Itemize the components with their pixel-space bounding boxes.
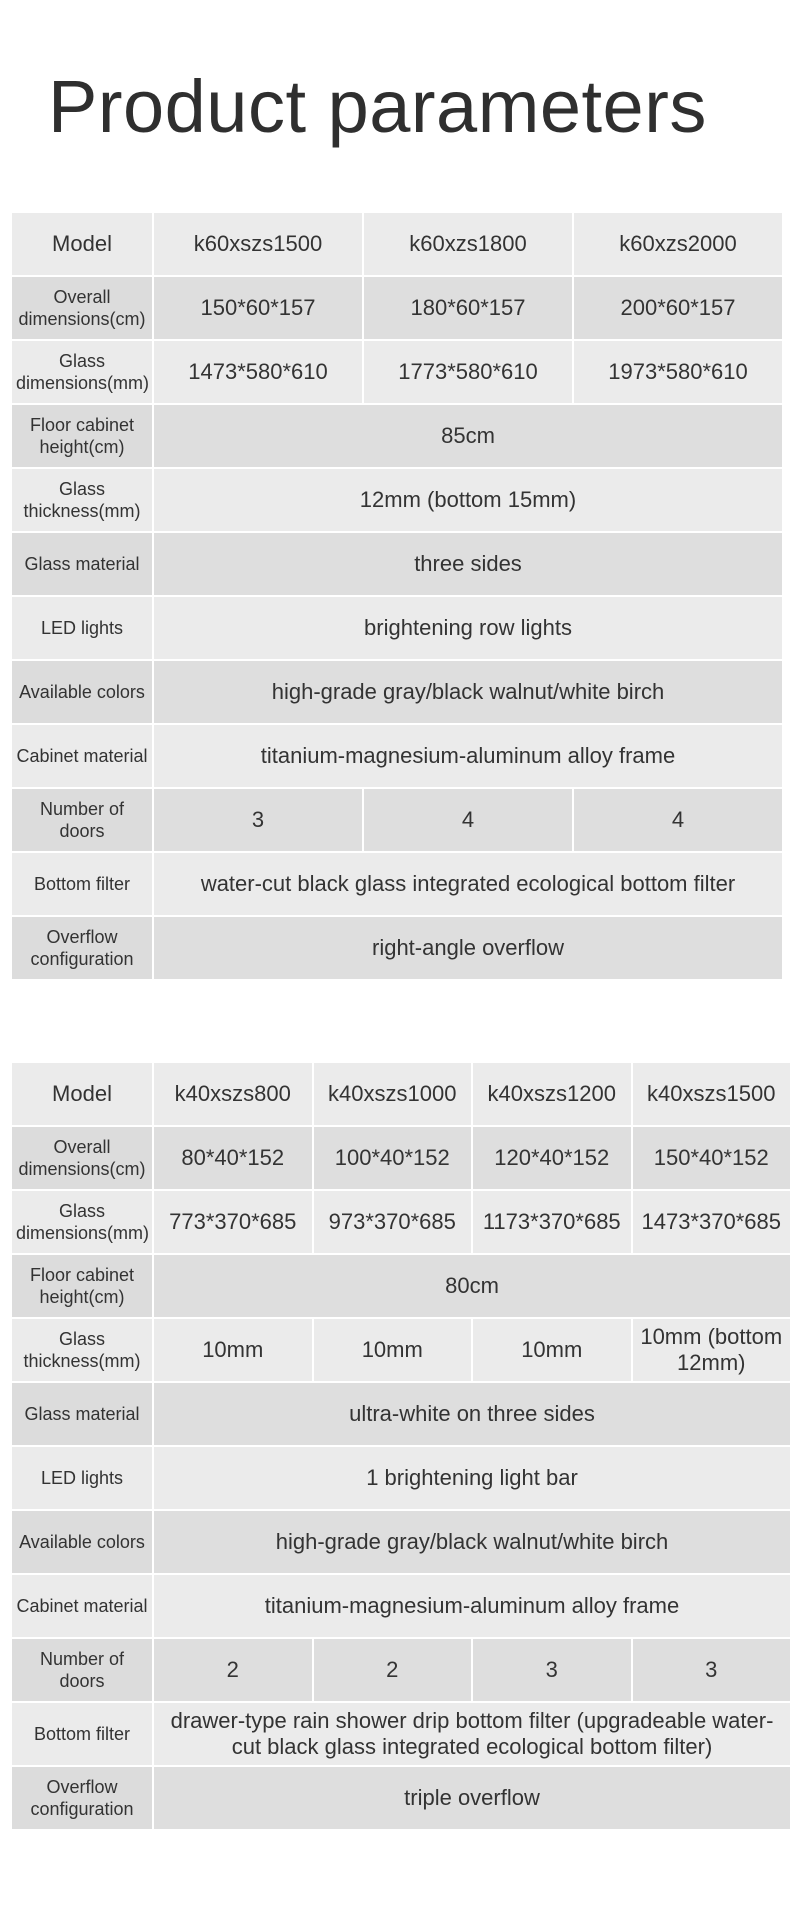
table-cell: 1773*580*610: [364, 341, 572, 403]
row-label: Model: [12, 213, 152, 275]
table-cell: 120*40*152: [473, 1127, 631, 1189]
row-label: LED lights: [12, 1447, 152, 1509]
table-row-available-colors: [12, 1511, 790, 1573]
table-cell: titanium-magnesium-aluminum alloy frame: [154, 725, 782, 787]
row-label: Available colors: [12, 661, 152, 723]
table-cell: k60xszs1500: [154, 213, 362, 275]
table-row-bottom-filter: [12, 1703, 790, 1765]
row-label: LED lights: [12, 597, 152, 659]
table-cell: 3: [154, 789, 362, 851]
table-row-bottom-filter: [12, 853, 782, 915]
spec-table-k60: [10, 211, 784, 981]
table-cell: 973*370*685: [314, 1191, 472, 1253]
row-label: Overall dimensions(cm): [12, 1127, 152, 1189]
table-cell: 1473*370*685: [633, 1191, 790, 1253]
table-cell: 773*370*685: [154, 1191, 312, 1253]
table-cell: 200*60*157: [574, 277, 782, 339]
row-label: Glass thickness(mm): [12, 1319, 152, 1381]
table-row-number-of-doors: [12, 1639, 790, 1701]
table-row-led-lights: [12, 597, 782, 659]
table-row-overflow-configuration: [12, 917, 782, 979]
table-row-glass-dimensions: [12, 1191, 790, 1253]
row-label: Overall dimensions(cm): [12, 277, 152, 339]
table-cell: high-grade gray/black walnut/white birch: [154, 1511, 790, 1573]
table-row-glass-dimensions: [12, 341, 782, 403]
table-cell: 10mm (bottom 12mm): [633, 1319, 790, 1381]
table-cell: ultra-white on three sides: [154, 1383, 790, 1445]
row-label: Bottom filter: [12, 853, 152, 915]
table-cell: 2: [154, 1639, 312, 1701]
row-label: Bottom filter: [12, 1703, 152, 1765]
table-cell: k40xszs1200: [473, 1063, 631, 1125]
table-cell: 3: [473, 1639, 631, 1701]
table-row-cabinet-material: [12, 1575, 790, 1637]
table-cell: 4: [364, 789, 572, 851]
table-cell: k60xzs1800: [364, 213, 572, 275]
table-cell: k40xszs1000: [314, 1063, 472, 1125]
row-label: Available colors: [12, 1511, 152, 1573]
table-cell: 80cm: [154, 1255, 790, 1317]
table-cell: 100*40*152: [314, 1127, 472, 1189]
row-label: Glass material: [12, 1383, 152, 1445]
table-row-glass-thickness: [12, 1319, 790, 1381]
row-label: Glass dimensions(mm): [12, 1191, 152, 1253]
row-label: Glass thickness(mm): [12, 469, 152, 531]
table-row-glass-material: [12, 1383, 790, 1445]
table-cell: 80*40*152: [154, 1127, 312, 1189]
row-label: Glass material: [12, 533, 152, 595]
row-label: Model: [12, 1063, 152, 1125]
spec-table-k40: [10, 1061, 790, 1831]
table-cell: three sides: [154, 533, 782, 595]
row-label: Cabinet material: [12, 1575, 152, 1637]
table-cell: water-cut black glass integrated ecological bottom filter: [154, 853, 782, 915]
table-row-model: [12, 1063, 790, 1125]
table-row-overflow-configuration: [12, 1767, 790, 1829]
table-row-led-lights: [12, 1447, 790, 1509]
table-row-glass-thickness: [12, 469, 782, 531]
table-row-floor-cabinet-height: [12, 405, 782, 467]
table-cell: 2: [314, 1639, 472, 1701]
table-row-available-colors: [12, 661, 782, 723]
table-cell: 150*40*152: [633, 1127, 790, 1189]
table-cell: 12mm (bottom 15mm): [154, 469, 782, 531]
table-cell: high-grade gray/black walnut/white birch: [154, 661, 782, 723]
table-cell: 1 brightening light bar: [154, 1447, 790, 1509]
row-label: Number of doors: [12, 1639, 152, 1701]
table-cell: brightening row lights: [154, 597, 782, 659]
row-label: Number of doors: [12, 789, 152, 851]
row-label: Floor cabinet height(cm): [12, 405, 152, 467]
table-cell: drawer-type rain shower drip bottom filter (upgradeable water-cut black glass integrated ecological bottom filter): [154, 1703, 790, 1765]
table-row-overall-dimensions: [12, 1127, 790, 1189]
table-cell: k40xszs800: [154, 1063, 312, 1125]
table-cell: right-angle overflow: [154, 917, 782, 979]
table-cell: 85cm: [154, 405, 782, 467]
table-cell: 10mm: [473, 1319, 631, 1381]
table-row-number-of-doors: [12, 789, 782, 851]
row-label: Floor cabinet height(cm): [12, 1255, 152, 1317]
table-cell: 3: [633, 1639, 790, 1701]
table-cell: k60xzs2000: [574, 213, 782, 275]
table-cell: k40xszs1500: [633, 1063, 790, 1125]
row-label: Overflow configuration: [12, 917, 152, 979]
table-row-overall-dimensions: [12, 277, 782, 339]
table-cell: 1173*370*685: [473, 1191, 631, 1253]
table-cell: 150*60*157: [154, 277, 362, 339]
table-row-cabinet-material: [12, 725, 782, 787]
table-cell: 10mm: [154, 1319, 312, 1381]
table-cell: triple overflow: [154, 1767, 790, 1829]
page-title: Product parameters: [48, 65, 707, 148]
table-cell: 1473*580*610: [154, 341, 362, 403]
table-cell: 4: [574, 789, 782, 851]
table-row-model: [12, 213, 782, 275]
table-cell: 10mm: [314, 1319, 472, 1381]
table-row-floor-cabinet-height: [12, 1255, 790, 1317]
table-cell: 180*60*157: [364, 277, 572, 339]
table-row-glass-material: [12, 533, 782, 595]
table-cell: 1973*580*610: [574, 341, 782, 403]
row-label: Cabinet material: [12, 725, 152, 787]
row-label: Glass dimensions(mm): [12, 341, 152, 403]
table-cell: titanium-magnesium-aluminum alloy frame: [154, 1575, 790, 1637]
row-label: Overflow configuration: [12, 1767, 152, 1829]
